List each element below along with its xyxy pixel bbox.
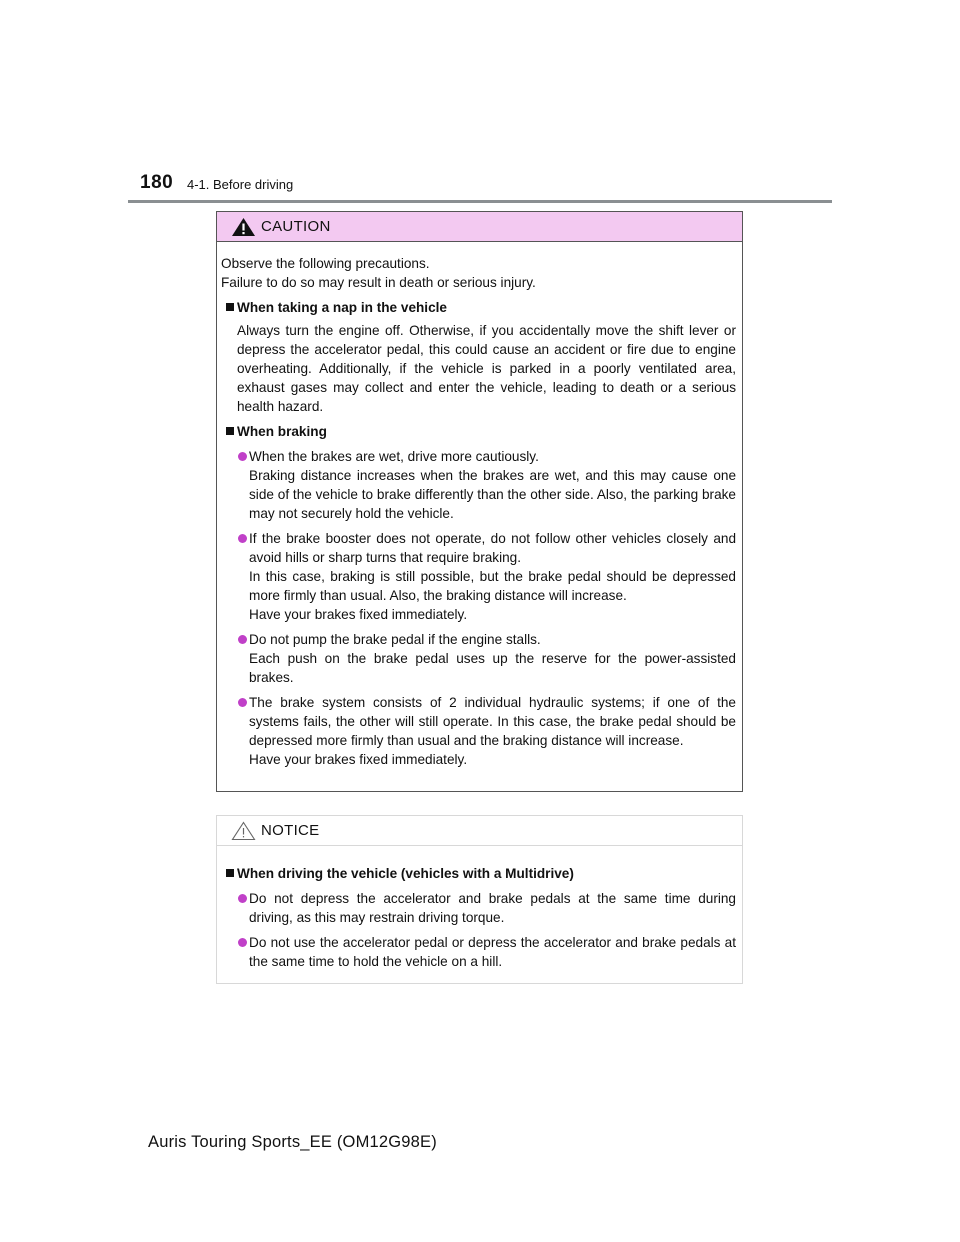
item-line: Braking distance increases when the brakes are wet, and this may cause one side of the vehicle to brake differently than the other side. Also, the parking brake may not securely hold the vehicle.: [249, 468, 736, 521]
notice-header: [217, 816, 742, 846]
notice-box: [216, 815, 743, 984]
nap-text: Always turn the engine off. Otherwise, if you accidentally move the shift lever or depress the accelerator pedal, this could cause an accident or fire due to engine overheating. Additionally, if the vehicle is parked in a poorly ventilated area, exhaust gases may collect and enter the vehicle, leading to death or a serious health hazard.: [237, 323, 736, 414]
braking-item: [221, 630, 736, 687]
section-title: 4-1. Before driving: [187, 177, 294, 192]
item-line: In this case, braking is still possible, but the brake pedal should be depressed more firmly than usual. Also, the braking distance will increase.: [249, 569, 736, 603]
multidrive-heading: [221, 864, 736, 883]
item-line: Each push on the brake pedal uses up the reserve for the power-assisted brakes.: [249, 651, 736, 685]
braking-heading: [221, 422, 736, 441]
nap-heading: [221, 298, 736, 317]
round-bullet-icon: [238, 452, 247, 461]
round-bullet-icon: [238, 938, 247, 947]
intro-line: Failure to do so may result in death or serious injury.: [221, 275, 536, 290]
notice-title: NOTICE: [261, 822, 320, 839]
caution-title: CAUTION: [261, 218, 331, 235]
item-line: When the brakes are wet, drive more cautiously.: [249, 449, 539, 464]
notice-body: [217, 846, 742, 983]
caution-body: [217, 242, 742, 791]
square-bullet-icon: [226, 427, 234, 435]
item-line: Have your brakes fixed immediately.: [249, 607, 468, 622]
intro-line: Observe the following precautions.: [221, 256, 430, 271]
item-line: If the brake booster does not operate, do not follow other vehicles closely and avoid hills or sharp turns that require braking.: [249, 531, 736, 565]
warning-triangle-outline-icon: [231, 821, 256, 841]
braking-item: [221, 529, 736, 624]
warning-triangle-filled-icon: [231, 217, 256, 237]
caution-header: [217, 212, 742, 242]
item-line: The brake system consists of 2 individual hydraulic systems; if one of the systems fails, the other will still operate. In this case, the brake pedal should be depressed more firmly than usual and the braking distance will increase.: [249, 695, 736, 748]
round-bullet-icon: [238, 894, 247, 903]
round-bullet-icon: [238, 635, 247, 644]
item-line: Have your brakes fixed immediately.: [249, 752, 468, 767]
round-bullet-icon: [238, 698, 247, 707]
page-number: 180: [140, 172, 174, 193]
caution-box: [216, 211, 743, 792]
round-bullet-icon: [238, 534, 247, 543]
braking-item: [221, 447, 736, 523]
caution-intro: [221, 254, 736, 292]
item-line: Do not pump the brake pedal if the engine stalls.: [249, 632, 541, 647]
square-bullet-icon: [226, 869, 234, 877]
item-line: Do not use the accelerator pedal or depress the accelerator and brake pedals at the same time to hold the vehicle on a hill.: [249, 935, 736, 969]
document-footer: Auris Touring Sports_EE (OM12G98E): [148, 1133, 437, 1151]
nap-heading-text: When taking a nap in the vehicle: [237, 300, 447, 315]
notice-item: [221, 933, 736, 971]
square-bullet-icon: [226, 303, 234, 311]
notice-item: [221, 889, 736, 927]
header-rule: [128, 200, 832, 203]
braking-item: [221, 693, 736, 769]
braking-heading-text: When braking: [237, 424, 327, 439]
multidrive-heading-text: When driving the vehicle (vehicles with a Multidrive): [237, 866, 574, 881]
item-line: Do not depress the accelerator and brake pedals at the same time during driving, as this may restrain driving torque.: [249, 891, 736, 925]
